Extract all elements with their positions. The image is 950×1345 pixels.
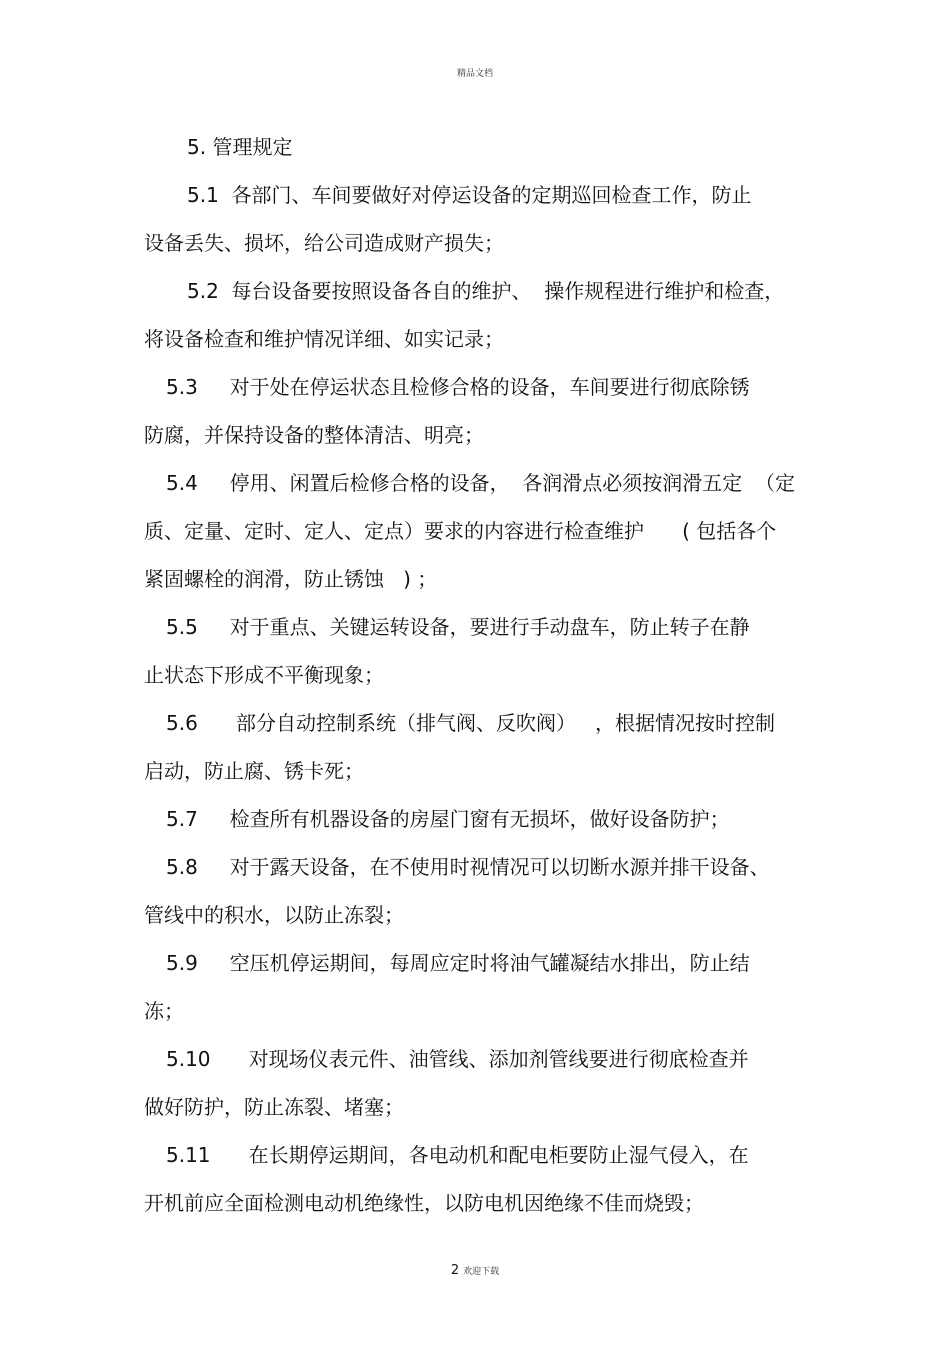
page-number: 2 [450,1263,460,1278]
paragraph-line: 管线中的积水，以防止冻裂； [144,903,404,927]
footer-text: 欢迎下载 [463,1267,500,1277]
paragraph-line: 5.6 部分自动控制系统（排气阀、反吹阀） ，根据情况按时控制 [166,711,776,735]
paragraph-line: 防腐，并保持设备的整体清洁、明亮； [144,423,484,447]
page-header: 精品文档 [456,69,493,79]
paragraph-line: 开机前应全面检测电动机绝缘性，以防电机因绝缘不佳而烧毁； [144,1191,704,1215]
paragraph-line: 止状态下形成不平衡现象； [144,663,384,687]
paragraph-line: 做好防护，防止冻裂、堵塞； [144,1095,404,1119]
paragraph-line: 5.8 对于露天设备，在不使用时视情况可以切断水源并排干设备、 [166,855,770,879]
section-heading: 5. 管理规定 [187,135,293,159]
paragraph-line: 5.10 对现场仪表元件、油管线、添加剂管线要进行彻底检查并 [166,1047,749,1071]
paragraph-line: 5.5 对于重点、关键运转设备，要进行手动盘车，防止转子在静 [166,615,750,639]
page-footer [0,1259,950,1278]
paragraph-line: 启动，防止腐、锈卡死； [144,759,364,783]
paragraph-line: 5.11 在长期停运期间，各电动机和配电柜要防止湿气侵入，在 [166,1143,749,1167]
paragraph-line: 冻； [144,999,184,1023]
paragraph-line: 5.4 停用、闲置后检修合格的设备， 各润滑点必须按润滑五定 （定 [166,471,796,495]
paragraph-line: 紧固螺栓的润滑，防止锈蚀 ) ； [144,567,438,591]
paragraph-line: 5.3 对于处在停运状态且检修合格的设备，车间要进行彻底除锈 [166,375,750,399]
paragraph-line: 质、定量、定时、定人、定点）要求的内容进行检查维护 ( 包括各个 [144,519,777,543]
paragraph-line: 5.2 每台设备要按照设备各自的维护、 操作规程进行维护和检查， [187,279,785,303]
paragraph-line: 5.9 空压机停运期间，每周应定时将油气罐凝结水排出，防止结 [166,951,750,975]
paragraph-line: 将设备检查和维护情况详细、如实记录； [144,327,504,351]
paragraph-line: 设备丢失、损坏，给公司造成财产损失； [144,231,504,255]
paragraph-line: 5.1 各部门、车间要做好对停运设备的定期巡回检查工作，防止 [187,183,752,207]
paragraph-line: 5.7 检查所有机器设备的房屋门窗有无损坏，做好设备防护； [166,807,730,831]
